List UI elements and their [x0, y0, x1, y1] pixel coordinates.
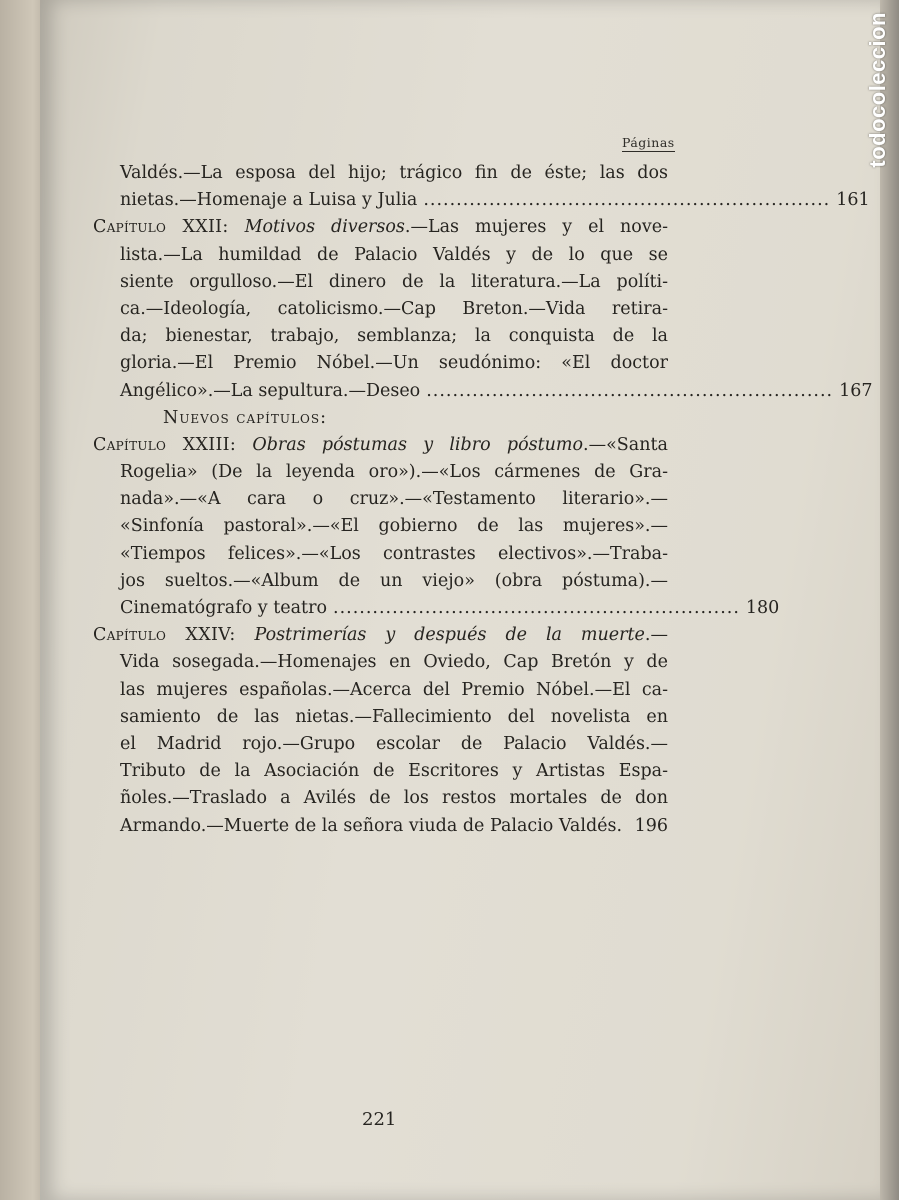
chapter-title: Motivos diversos	[244, 217, 405, 238]
toc-line: Rogelia» (De la leyenda oro»).—«Los cármenes de Gra-	[120, 462, 668, 483]
toc-line: Cinematógrafo y teatro	[120, 598, 327, 618]
toc-line: Valdés.—La esposa del hijo; trágico fin de éste; las dos	[120, 163, 668, 183]
toc-chapter-line	[93, 214, 668, 241]
page-ref: 167	[839, 380, 873, 401]
page-number: 221	[362, 1109, 397, 1130]
chapter-label: Capítulo XXIII:	[93, 434, 237, 455]
page-ref: 180	[745, 598, 780, 618]
toc-line: nada».—«A cara o cruz».—«Testamento literario».—	[120, 489, 668, 510]
toc-line: siente orgulloso.—El dinero de la literatura.—La políti-	[120, 271, 668, 292]
toc-line: nietas.—Homenaje a Luisa y Julia	[120, 190, 418, 211]
toc-line: Tributo de la Asociación de Escritores y Artistas Espa-	[120, 761, 668, 782]
toc-line: Vida sosegada.—Homenajes en Oviedo, Cap Bretón y de	[120, 652, 668, 673]
toc-line: samiento de las nietas.—Fallecimiento del novelista en	[120, 706, 668, 727]
toc-text: .—«Santa	[583, 434, 668, 455]
toc-line: lista.—La humildad de Palacio Valdés y de lo que se	[120, 244, 668, 265]
toc-line: Armando.—Muerte de la señora viuda de Palacio Valdés.	[120, 815, 623, 836]
chapter-label: Capítulo XXII:	[93, 217, 229, 238]
toc-line: «Sinfonía pastoral».—«El gobierno de las mujeres».—	[120, 516, 668, 537]
dot-leader: ..............................................................	[426, 380, 834, 401]
section-heading: Nuevos capítulos:	[163, 407, 327, 428]
toc-line: ca.—Ideología, catolicismo.—Cap Breton.—Vida retira-	[120, 298, 668, 319]
page-ref: 161	[836, 190, 870, 211]
toc-line: las mujeres españolas.—Acerca del Premio Nóbel.—El ca-	[120, 679, 668, 700]
toc-line-with-page	[93, 595, 780, 622]
toc-line: el Madrid rojo.—Grupo escolar de Palacio Valdés.—	[120, 733, 668, 754]
dot-leader: ..............................................................	[333, 598, 740, 618]
toc-line: gloria.—El Premio Nóbel.—Un seudónimo: «El doctor	[120, 353, 668, 374]
dot-leader: ..............................................................	[423, 190, 831, 211]
pages-column-header: Páginas	[622, 135, 675, 150]
toc-line-with-page	[93, 187, 870, 214]
toc-line: ñoles.—Traslado a Avilés de los restos mortales de don	[120, 788, 668, 809]
toc-line-with-page	[93, 813, 668, 840]
toc-entry-continuation	[93, 160, 870, 214]
watermark: todocoleccion	[865, 12, 890, 168]
toc-line: da; bienestar, trabajo, semblanza; la conquista de la	[120, 326, 668, 347]
toc-line: Angélico».—La sepultura.—Deseo	[120, 380, 421, 401]
toc-entry-chapter-23	[93, 432, 780, 622]
toc-line-with-page	[93, 378, 873, 405]
chapter-title: Postrimerías y después de la muerte	[254, 625, 645, 646]
page-ref: 196	[634, 815, 668, 836]
toc-text: .—Las mujeres y el nove-	[404, 217, 668, 238]
toc-entry-chapter-22	[93, 214, 873, 404]
toc-line: jos sueltos.—«Album de un viejo» (obra póstuma).—	[120, 570, 668, 591]
right-margin-strip	[880, 0, 899, 1200]
chapter-title: Obras póstumas y libro póstumo	[252, 434, 584, 455]
table-of-contents	[93, 160, 873, 840]
chapter-label: Capítulo XXIV:	[93, 625, 236, 646]
toc-chapter-line	[93, 622, 668, 649]
toc-line: «Tiempos felices».—«Los contrastes electivos».—Traba-	[120, 543, 668, 564]
toc-text: .—	[644, 625, 668, 646]
toc-entry-chapter-24	[93, 622, 668, 840]
toc-chapter-line	[93, 432, 668, 459]
